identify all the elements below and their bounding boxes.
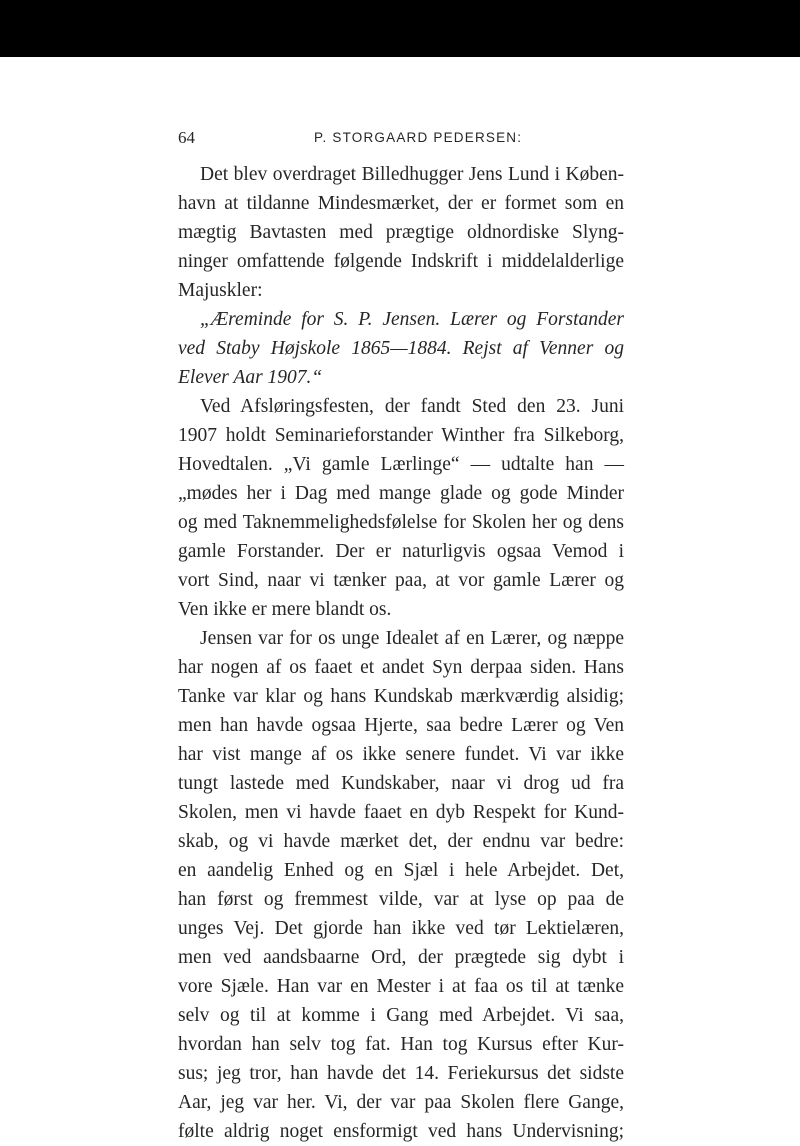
text-line: han først og fremmest vilde, var at lyse op paa de: [178, 889, 624, 910]
text-line: Ved Afsløringsfesten, der fandt Sted den 23. Juni: [200, 396, 624, 417]
text-line: følte aldrig noget ensformigt ved hans Undervisning;: [178, 1121, 624, 1142]
text-line: mægtig Bavtasten med prægtige oldnordiske Slyng-: [178, 222, 624, 243]
text-line: unges Vej. Det gjorde han ikke ved tør Lektielæren,: [178, 918, 624, 939]
text-line: har vist mange af os ikke senere fundet. Vi var ikke: [178, 744, 624, 765]
text-line: 1907 holdt Seminarieforstander Winther fra Silkeborg,: [178, 425, 624, 446]
scan-top-band: [0, 0, 800, 57]
text-line: har nogen af os faaet et andet Syn derpaa siden. Hans: [178, 657, 624, 678]
inscription-line: ved Staby Højskole 1865—1884. Rejst af Venner og: [178, 338, 624, 359]
text-line: Tanke var klar og hans Kundskab mærkværdig alsidig;: [178, 686, 624, 707]
text-line: „mødes her i Dag med mange glade og gode Minder: [178, 483, 624, 504]
page-number: 64: [178, 128, 195, 147]
text-line: en aandelig Enhed og en Sjæl i hele Arbejdet. Det,: [178, 860, 624, 881]
text-line: Hovedtalen. „Vi gamle Lærlinge“ — udtalte han —: [178, 454, 624, 475]
text-line: og med Taknemmelighedsfølelse for Skolen her og dens: [178, 512, 624, 533]
text-line: skab, og vi havde mærket det, der endnu var bedre:: [178, 831, 624, 852]
text-line: selv og til at komme i Gang med Arbejdet. Vi saa,: [178, 1005, 624, 1026]
text-line: men ved aandsbaarne Ord, der prægtede sig dybt i: [178, 947, 624, 968]
text-line: tungt lastede med Kundskaber, naar vi drog ud fra: [178, 773, 624, 794]
text-line: men han havde ogsaa Hjerte, saa bedre Lærer og Ven: [178, 715, 624, 736]
text-line: Skolen, men vi havde faaet en dyb Respekt for Kund-: [178, 802, 624, 823]
text-line: Aar, jeg var her. Vi, der var paa Skolen flere Gange,: [178, 1092, 624, 1113]
text-line: Ven ikke er mere blandt os.: [178, 599, 392, 620]
text-line: Det blev overdraget Billedhugger Jens Lund i Køben-: [200, 164, 624, 185]
page-header: [178, 128, 624, 154]
inscription-line: Elever Aar 1907.“: [178, 367, 323, 388]
body-text: [178, 160, 624, 1146]
text-line: gamle Forstander. Der er naturligvis ogsaa Vemod i: [178, 541, 624, 562]
text-line: Jensen var for os unge Idealet af en Lærer, og næppe: [200, 628, 624, 649]
text-line: vort Sind, naar vi tænker paa, at vor gamle Lærer og: [178, 570, 624, 591]
text-line: vore Sjæle. Han var en Mester i at faa os til at tænke: [178, 976, 624, 997]
text-line: hvordan han selv tog fat. Han tog Kursus efter Kur-: [178, 1034, 624, 1055]
inscription-line: „Æreminde for S. P. Jensen. Lærer og Forstander: [200, 309, 624, 330]
text-line: havn at tildanne Mindesmærket, der er formet som en: [178, 193, 624, 214]
text-line: ninger omfattende følgende Indskrift i middelalderlige: [178, 251, 624, 272]
text-line: Majuskler:: [178, 280, 263, 301]
text-line: sus; jeg tror, han havde det 14. Feriekursus det sidste: [178, 1063, 624, 1084]
running-head: P. STORGAARD PEDERSEN:: [314, 130, 523, 145]
